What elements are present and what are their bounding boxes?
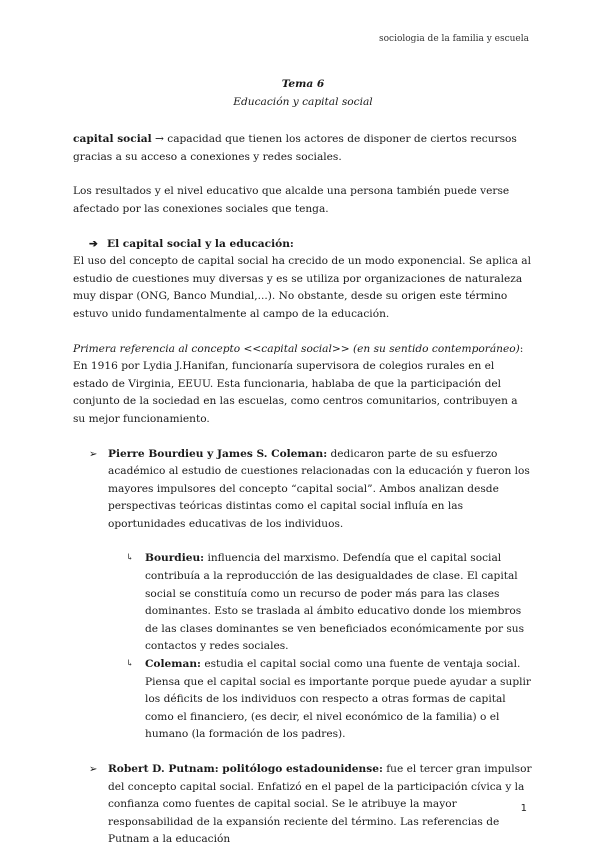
running-header: sociologia de la familia y escuela xyxy=(379,34,529,44)
title-topic: Tema 6 xyxy=(281,78,325,90)
subbullet-heading: Coleman: xyxy=(145,658,201,671)
arrow-icon: → xyxy=(155,133,164,146)
bullet-putnam xyxy=(73,761,533,849)
definition-term: capital social xyxy=(73,133,152,146)
subbullet-bourdieu xyxy=(73,550,533,656)
arrow-right-icon: ➔ xyxy=(89,237,98,250)
section-heading-text: El capital social y la educación: xyxy=(107,237,294,250)
subbullet-arrow-icon: ↳ xyxy=(126,553,134,564)
title-subtitle: Educación y capital social xyxy=(233,95,373,108)
bullet-arrow-icon: ➢ xyxy=(89,448,98,460)
bullet-bourdieu-coleman xyxy=(73,446,533,534)
paragraph-results: Los resultados y el nivel educativo que alcalde una persona también puede verse afectado por las conexiones sociales que tenga. xyxy=(73,185,510,215)
subbullet-heading: Bourdieu: xyxy=(145,552,205,565)
section-heading xyxy=(73,236,533,254)
reference-colon: : xyxy=(519,342,524,355)
page-title xyxy=(73,76,533,111)
bullet-text: dedicaron parte de su esfuerzo académico al estudio de cuestiones relacionadas con la educación y fueron los mayores impulsores del concepto “capital social”. Ambos analizan desde perspectivas teóricas distintas como el capital social influía en las oportunidades educativas de los individuos. xyxy=(108,447,530,530)
bullet-heading: Robert D. Putnam: politólogo estadounidense: xyxy=(108,763,383,775)
page-content xyxy=(73,76,533,849)
subbullet-text: influencia del marxismo. Defendía que el capital social contribuía a la reproducción de las desigualdades de clase. El capital social se constituía como un recurso de poder más para las clases dominantes. Esto se traslada al ámbito educativo donde los miembros de las clases dominantes se ven beneficiados económicamente por sus contactos y redes sociales. xyxy=(145,552,525,653)
paragraph-first-reference xyxy=(73,341,533,429)
definition-text: capacidad que tienen los actores de disponer de ciertos recursos gracias a su acceso a conexiones y redes sociales. xyxy=(73,133,517,163)
bullet-heading: Pierre Bourdieu y James S. Coleman: xyxy=(108,447,328,460)
page-number: 1 xyxy=(520,803,527,814)
definition-paragraph xyxy=(73,131,533,166)
subbullet-arrow-icon: ↳ xyxy=(126,659,134,670)
paragraph-concept-usage: El uso del concepto de capital social ha crecido de un modo exponencial. Se aplica al estudio de cuestiones muy diversas y es se utiliza por organizaciones de naturaleza muy dispar (ONG, Banco Mundial,...). No obstante, desde su origen este término estuvo unido fundamentalmente al campo de la educación. xyxy=(73,255,531,320)
bullet-text: fue el tercer gran impulsor del concepto capital social. Enfatizó en el papel de la participación cívica y la confianza como fuentes de capital social. Se le atribuye la mayor responsabilidad de la expansión reciente del término. Las referencias de Putnam a la educación xyxy=(108,763,532,846)
subbullet-coleman xyxy=(73,656,533,744)
reference-heading: Primera referencia al concepto <<capital social>> (en su sentido contemporáneo) xyxy=(73,342,520,355)
subbullet-text: estudia el capital social como una fuente de ventaja social. Piensa que el capital social es importante porque puede ayudar a suplir los déficits de los individuos con respecto a otras formas de capital como el financiero, (es decir, el nivel económico de la familia) o el humano (la formación de los padres). xyxy=(145,658,531,741)
bullet-arrow-icon: ➢ xyxy=(89,764,98,775)
reference-text: En 1916 por Lydia J.Hanifan, funcionaría supervisora de colegios rurales en el estado de Virginia, EEUU. Esta funcionaria, hablaba de que la participación del conjunto de la sociedad en las escuelas, como centros comunitarios, contribuyen a su mejor funcionamiento. xyxy=(73,360,518,425)
